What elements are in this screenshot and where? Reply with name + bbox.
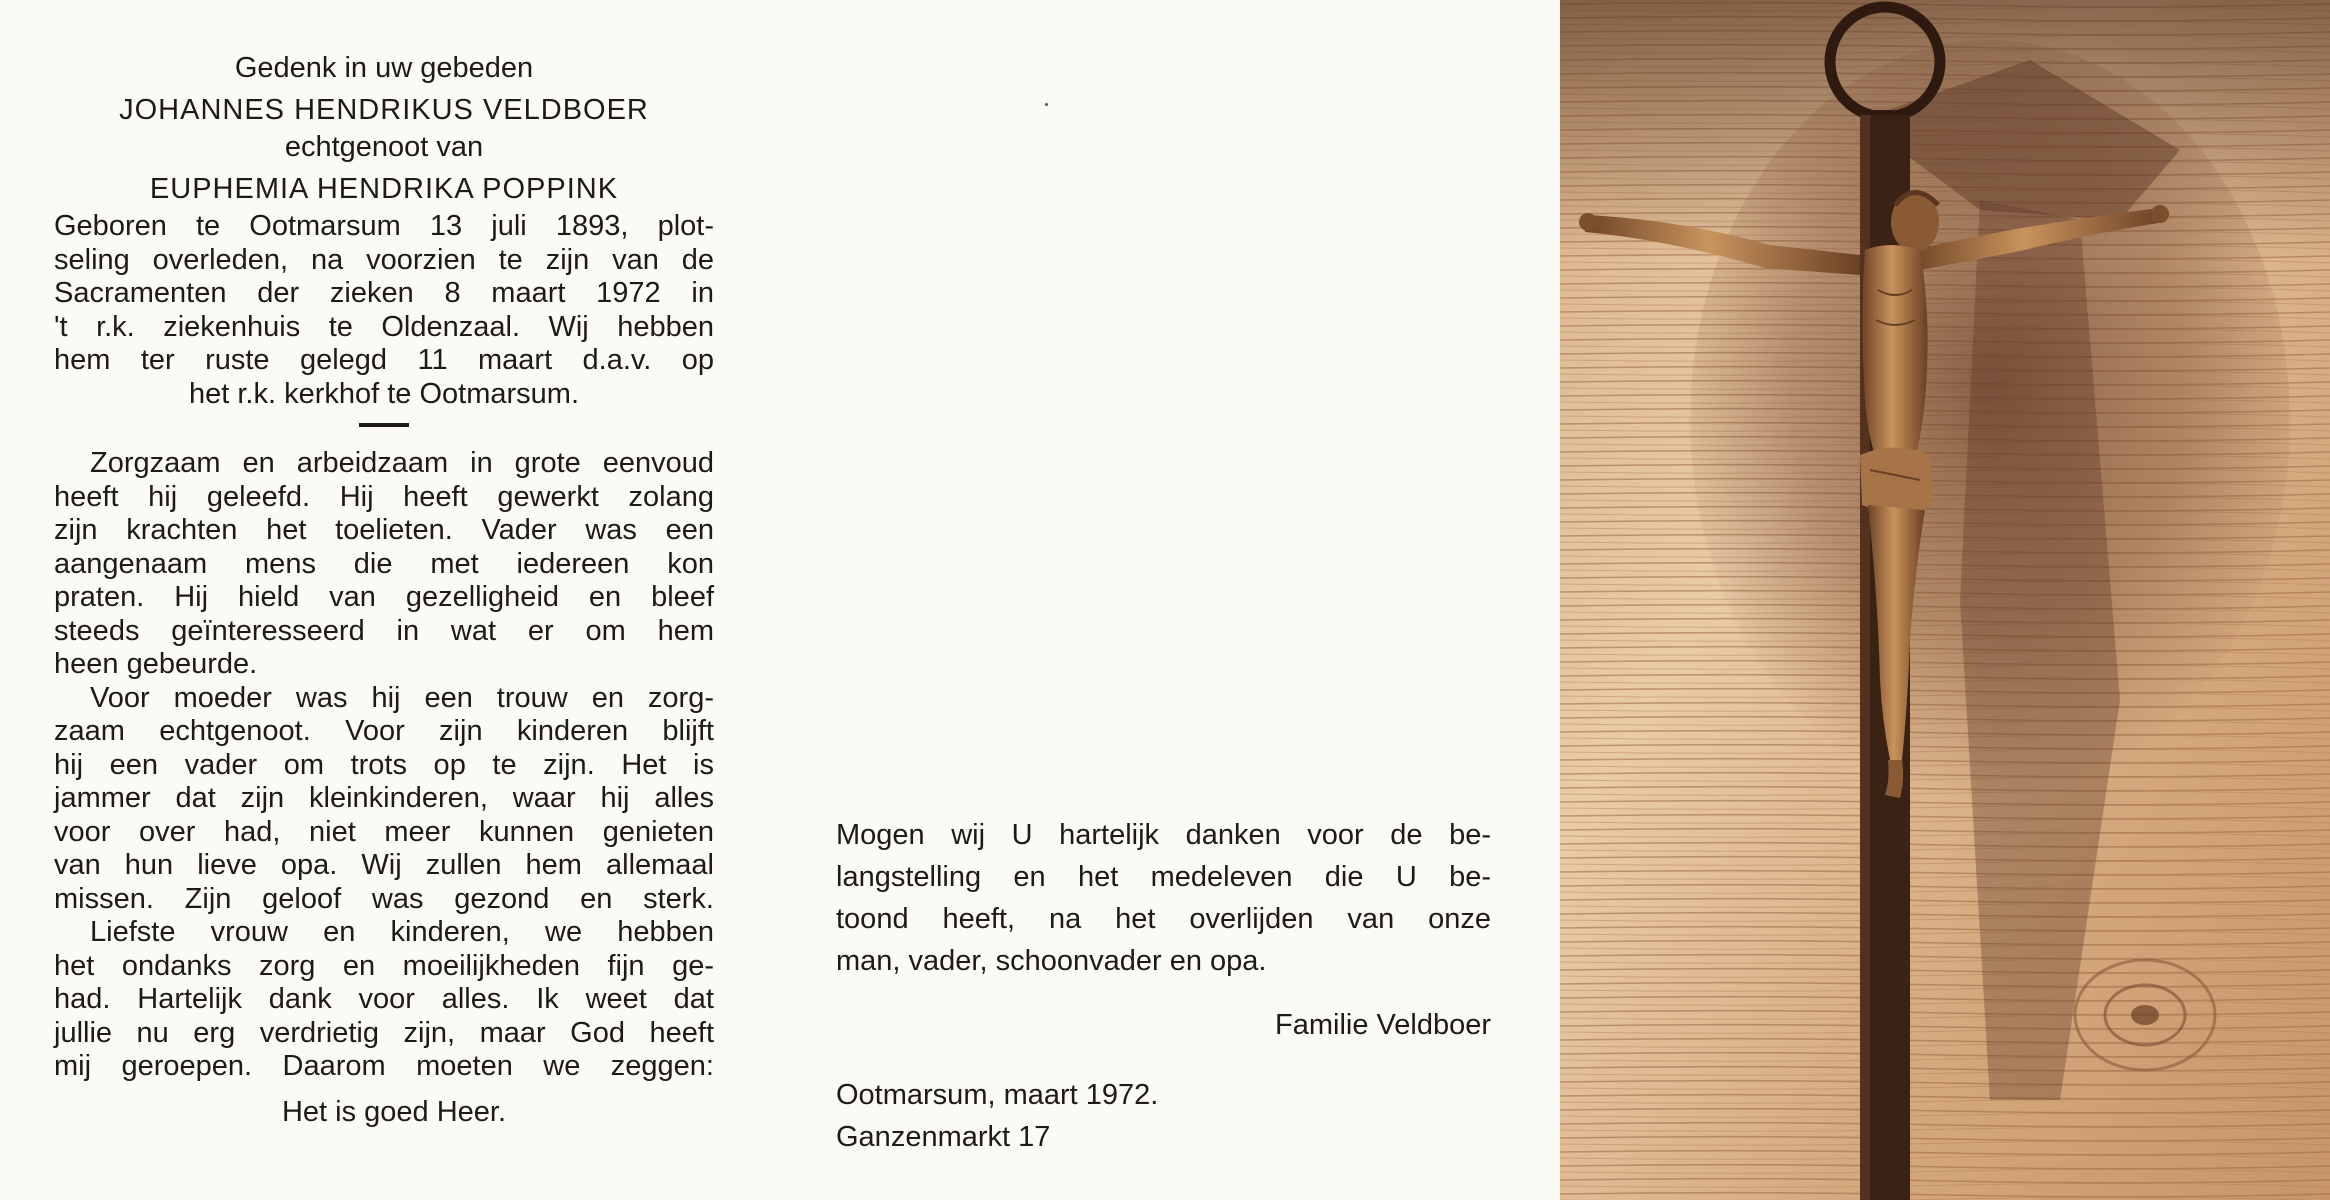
text-line: missen. Zijn geloof was gezond en sterk.	[54, 882, 714, 915]
bio-line: seling overleden, na voorzien te zijn van de	[54, 243, 714, 276]
text-line: praten. Hij hield van gezelligheid en bleef	[54, 581, 714, 613]
thanks-line: toond heeft, na het overlijden van onze	[836, 903, 1491, 935]
thanks-line: langstelling en het medeleven die U be-	[836, 861, 1491, 893]
text-line: voor over had, niet meer kunnen genieten	[54, 815, 714, 848]
text-line: zijn krachten het toelieten. Vader was een	[54, 514, 714, 546]
bio-line: het r.k. kerkhof te Ootmarsum.	[188, 377, 580, 410]
spouse-name: EUPHEMIA HENDRIKA POPPINK	[149, 172, 619, 205]
text-line: jammer dat zijn kleinkinderen, waar hij alles	[54, 782, 714, 814]
bio-line: hem ter ruste gelegd 11 maart d.a.v. op	[54, 344, 714, 376]
thanks-line: man, vader, schoonvader en opa.	[836, 945, 1267, 977]
text-line: heeft hij geleefd. Hij heeft gewerkt zolang	[54, 480, 714, 513]
biography	[54, 210, 714, 411]
closing-line: Het is goed Heer.	[281, 1095, 507, 1128]
bio-line: Sacramenten der zieken 8 maart 1972 in	[54, 277, 714, 309]
text-line: had. Hartelijk dank voor alles. Ik weet dat	[54, 983, 714, 1015]
text-line: zaam echtgenoot. Voor zijn kinderen blijft	[54, 715, 714, 747]
deceased-name: JOHANNES HENDRIKUS VELDBOER	[119, 93, 649, 126]
thanks-text	[836, 814, 1491, 982]
text-line: Voor moeder was hij een trouw en zorg-	[90, 681, 714, 714]
paragraph-3	[54, 916, 714, 1084]
text-line: het ondanks zorg en moeilijkheden fijn ge-	[54, 949, 714, 982]
place-block	[836, 1074, 1491, 1158]
thanks-panel	[836, 814, 1491, 1158]
relation-text: echtgenoot van	[284, 131, 484, 163]
text-line: Zorgzaam en arbeidzaam in grote eenvoud	[90, 447, 714, 479]
place-date: Ootmarsum, maart 1972.	[836, 1079, 1159, 1111]
bio-line: Geboren te Ootmarsum 13 juli 1893, plot-	[54, 210, 714, 242]
crucifix-image	[1560, 0, 2330, 1200]
section-divider	[359, 423, 409, 427]
text-line: jullie nu erg verdrietig zijn, maar God heeft	[54, 1016, 714, 1049]
address: Ganzenmarkt 17	[836, 1121, 1051, 1153]
text-line: aangenaam mens die met iedereen kon	[54, 547, 714, 580]
text-line: hij een vader om trots op te zijn. Het is	[54, 748, 714, 781]
text-line: van hun lieve opa. Wij zullen hem allemaal	[54, 849, 714, 881]
thanks-line: Mogen wij U hartelijk danken voor de be-	[836, 819, 1491, 851]
text-line: heen gebeurde.	[54, 648, 258, 680]
paper-speck	[1045, 103, 1048, 106]
crucifix-photo	[1560, 0, 2330, 1200]
paragraph-2	[54, 682, 714, 917]
header-line: Gedenk in uw gebeden	[234, 52, 534, 84]
text-line: mij geroepen. Daarom moeten we zeggen:	[54, 1050, 714, 1082]
text-line: Liefste vrouw en kinderen, we hebben	[90, 916, 714, 948]
family-signature: Familie Veldboer	[1275, 1009, 1491, 1041]
paragraph-1	[54, 447, 714, 682]
text-line: steeds geïnteresseerd in wat er om hem	[54, 614, 714, 647]
memorial-text-panel	[54, 52, 714, 1158]
bio-line: 't r.k. ziekenhuis te Oldenzaal. Wij hebben	[54, 310, 714, 343]
